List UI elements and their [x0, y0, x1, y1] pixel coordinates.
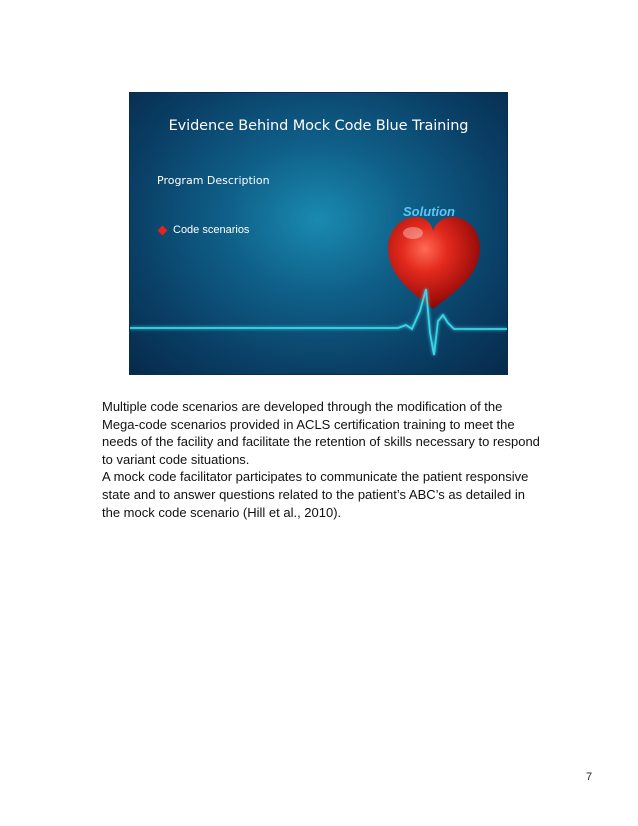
slide-image: [130, 93, 507, 374]
paragraph-2: A mock code facilitator participates to communicate the patient responsive state and to answer questions related to the patient’s ABC’s as detailed in the mock code scenario (Hill et al., 2010).: [102, 469, 529, 520]
ecg-line: [130, 289, 507, 355]
slide-title: Evidence Behind Mock Code Blue Training: [168, 118, 469, 134]
page-number: 7: [586, 771, 593, 783]
bullet-label: Code scenarios: [173, 224, 250, 236]
slide-subtitle: Program Description: [157, 174, 270, 187]
body-text: [102, 398, 542, 521]
heart-icon: [388, 217, 480, 309]
paragraph-1: Multiple code scenarios are developed through the modification of the Mega-code scenarios provided in ACLS certification training to meet the needs of the facility and facilitate the retention of skills necessary to respond to variant code situations.: [102, 399, 540, 467]
heart-ecg-graphic: [130, 93, 507, 374]
solution-callout: Solution: [403, 204, 455, 219]
